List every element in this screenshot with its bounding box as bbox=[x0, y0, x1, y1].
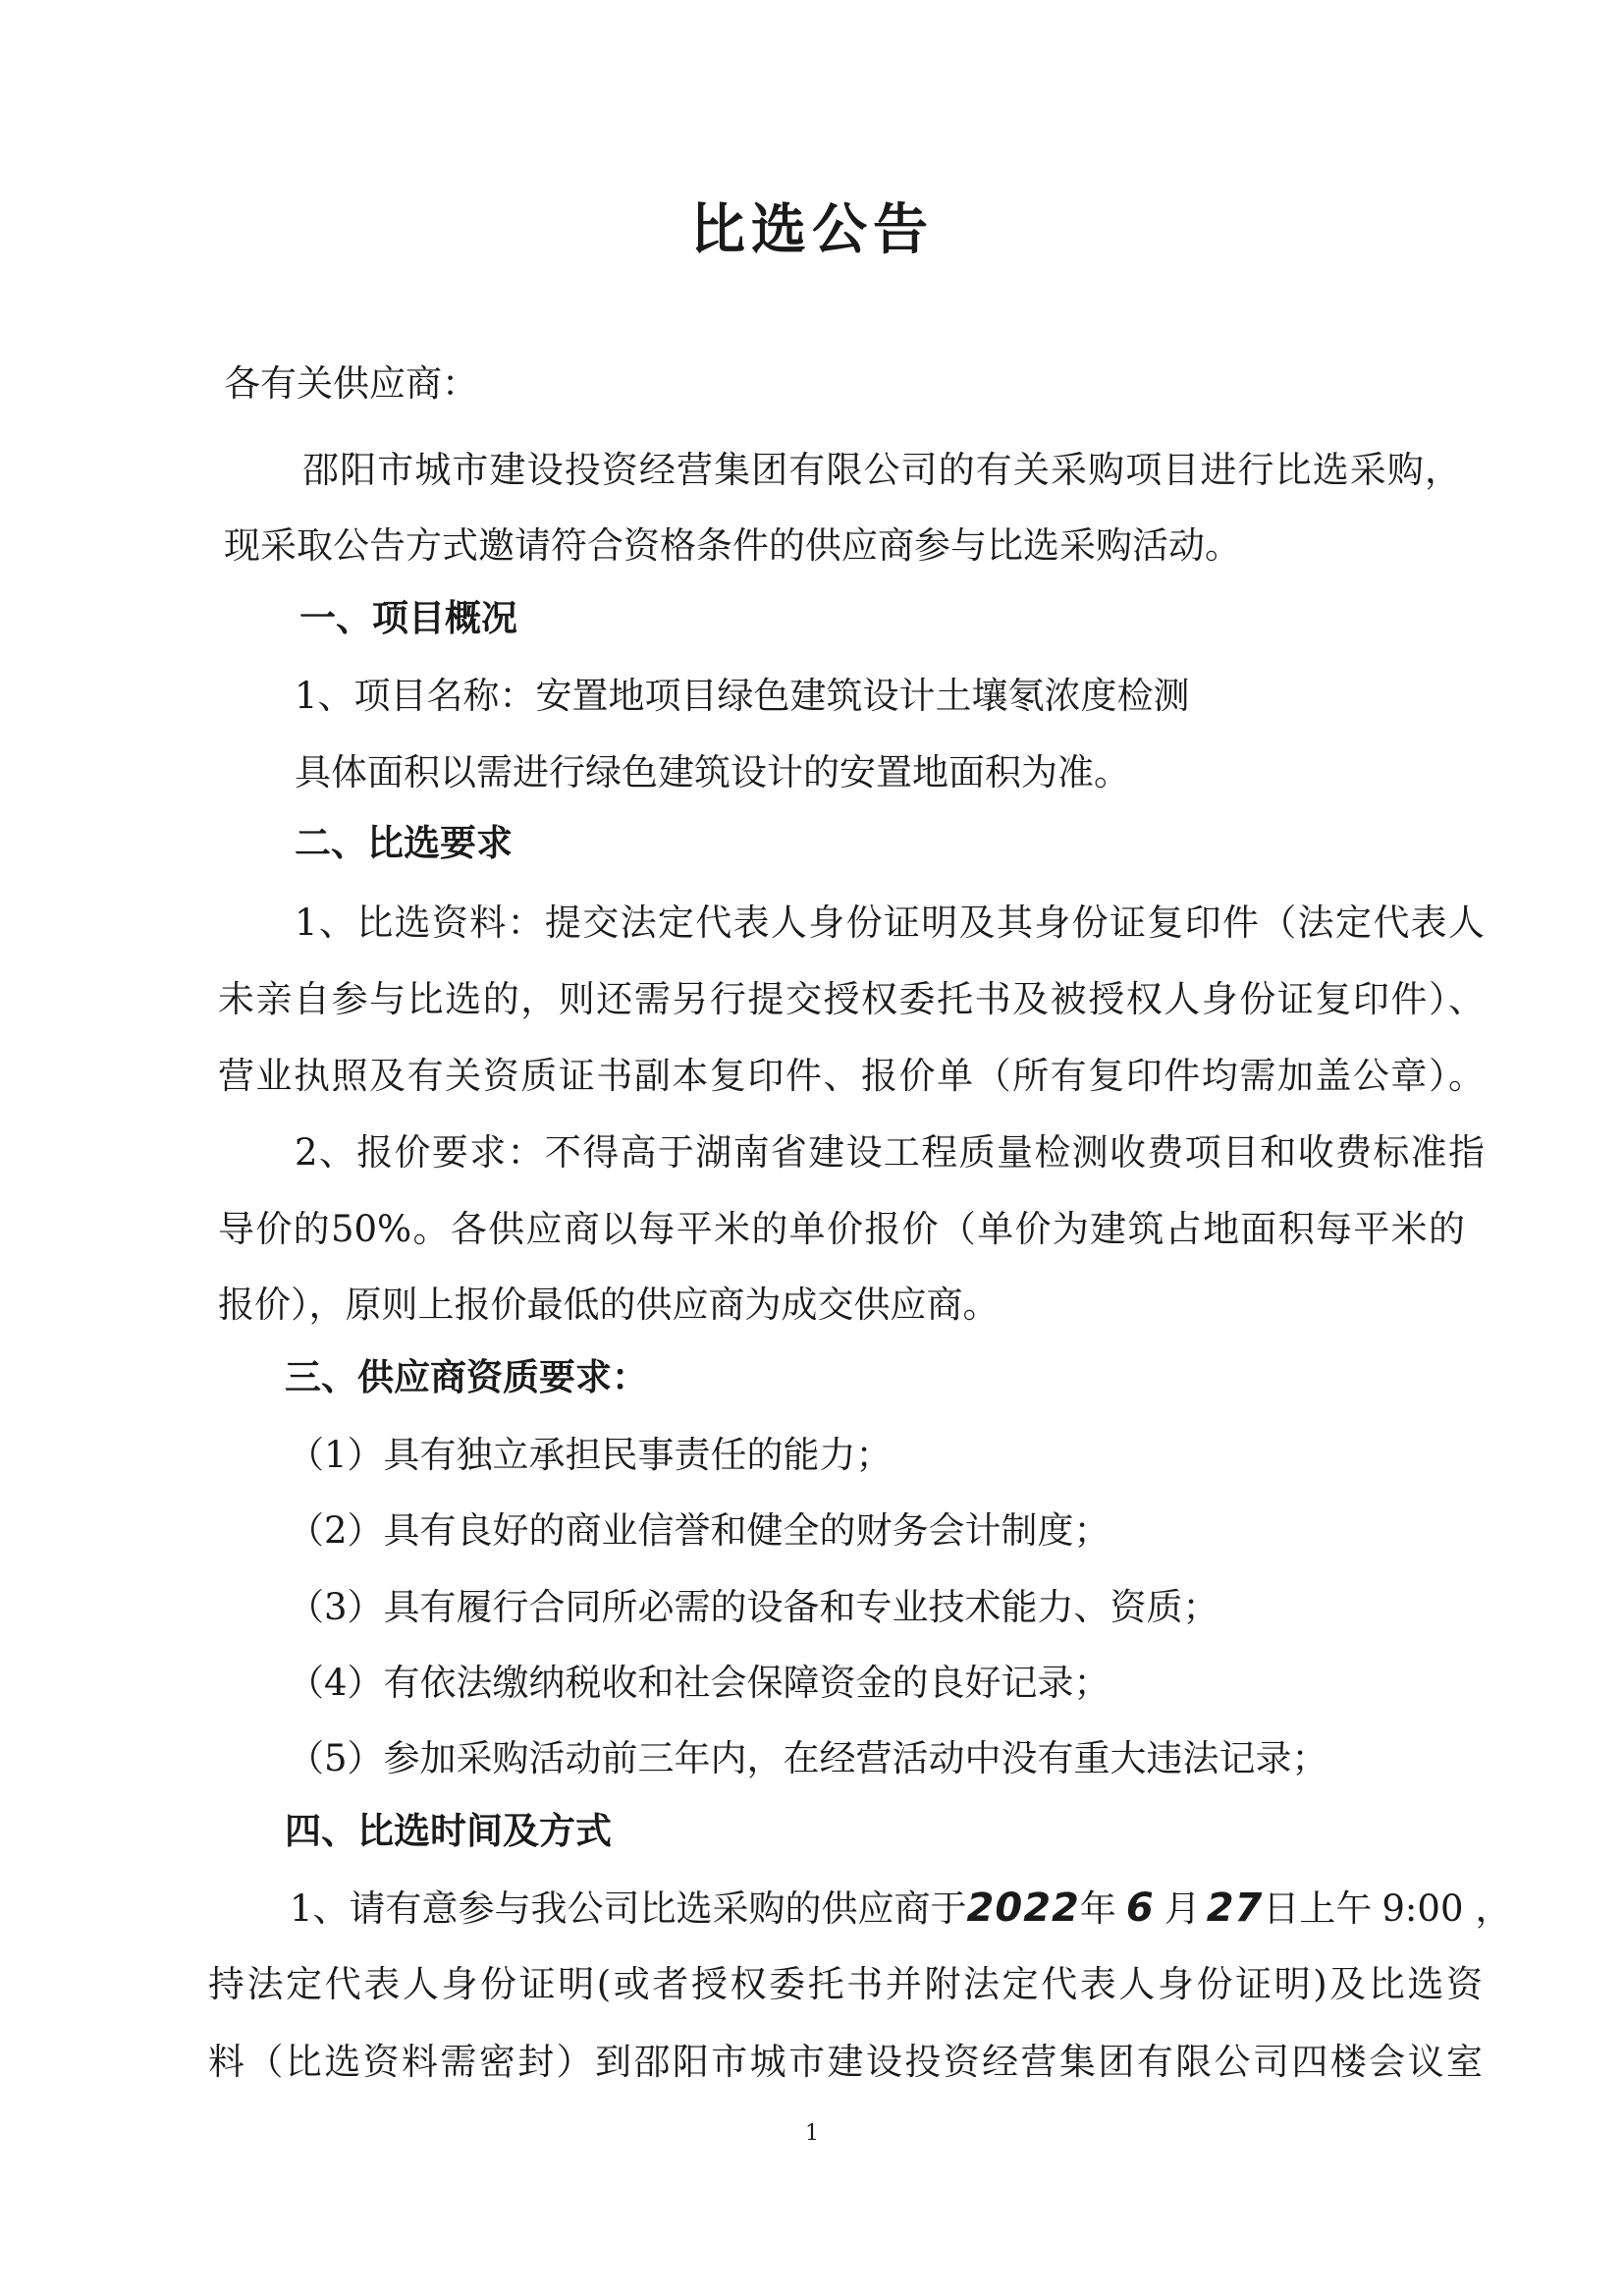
section-2-item-1-line-2: 未亲自参与比选的，则还需另行提交授权委托书及被授权人身份证复印件）、 bbox=[218, 978, 1485, 1020]
handwritten-year: 2022 bbox=[966, 1886, 1080, 1931]
item-1-prefix: 1、请有意参与我公司比选采购的供应商于 bbox=[290, 1887, 967, 1930]
qualification-item-2: （2）具有良好的商业信誉和健全的财务会计制度； bbox=[288, 1509, 1110, 1552]
section-1-note: 具体面积以需进行绿色建筑设计的安置地面积为准。 bbox=[295, 751, 1130, 793]
qualification-item-4: （4）有依法缴纳税收和社会保障资金的良好记录； bbox=[288, 1662, 1110, 1704]
qualification-item-3: （3）具有履行合同所必需的设备和专业技术能力、资质； bbox=[288, 1586, 1219, 1628]
section-2-item-1-line-1: 1、比选资料：提交法定代表人身份证明及其身份证复印件（法定代表人 bbox=[295, 902, 1485, 944]
day-unit: 日上午 bbox=[1263, 1887, 1373, 1930]
section-4-item-1-line-3: 料（比选资料需密封）到邵阳市城市建设投资经营集团有限公司四楼会议室 bbox=[208, 2041, 1483, 2083]
section-3-heading: 三、供应商资质要求： bbox=[285, 1355, 648, 1398]
section-2-item-1-line-3: 营业执照及有关资质证书副本复印件、报价单（所有复印件均需加盖公章）。 bbox=[218, 1055, 1485, 1097]
section-2-item-2-line-1: 2、报价要求：不得高于湖南省建设工程质量检测收费项目和收费标准指 bbox=[295, 1131, 1485, 1174]
section-4-heading: 四、比选时间及方式 bbox=[285, 1809, 612, 1852]
qualification-item-5: （5）参加采购活动前三年内，在经营活动中没有重大违法记录； bbox=[288, 1737, 1328, 1779]
qualification-item-1: （1）具有独立承担民事责任的能力； bbox=[288, 1434, 893, 1476]
section-4-item-1-line-2: 持法定代表人身份证明(或者授权委托书并附法定代表人身份证明)及比选资 bbox=[208, 1963, 1483, 2005]
section-2-item-2-line-2: 导价的50%。各供应商以每平米的单价报价（单价为建筑占地面积每平米的 bbox=[218, 1208, 1465, 1250]
section-2-heading: 二、比选要求 bbox=[295, 821, 513, 864]
handwritten-day: 27 bbox=[1206, 1886, 1264, 1931]
handwritten-month: 6 bbox=[1125, 1886, 1155, 1931]
page-number: 1 bbox=[805, 2121, 819, 2146]
intro-line-2: 现采取公告方式邀请符合资格条件的供应商参与比选采购活动。 bbox=[224, 524, 1241, 567]
section-1-heading: 一、项目概况 bbox=[299, 596, 517, 639]
year-unit: 年 bbox=[1079, 1887, 1116, 1930]
intro-line-1: 邵阳市城市建设投资经营集团有限公司的有关采购项目进行比选采购， bbox=[302, 449, 1461, 491]
time-value: 9:00 bbox=[1381, 1887, 1464, 1930]
section-2-item-2-line-3: 报价），原则上报价最低的供应商为成交供应商。 bbox=[218, 1284, 1000, 1326]
section-4-item-1-line-1 bbox=[290, 1886, 1512, 1931]
line-end-comma: ， bbox=[1475, 1887, 1512, 1930]
page-title: 比选公告 bbox=[690, 197, 934, 262]
section-1-item-1: 1、项目名称：安置地项目绿色建筑设计土壤氡浓度检测 bbox=[295, 675, 1190, 717]
salutation: 各有关供应商： bbox=[224, 362, 478, 405]
month-unit: 月 bbox=[1164, 1887, 1201, 1930]
